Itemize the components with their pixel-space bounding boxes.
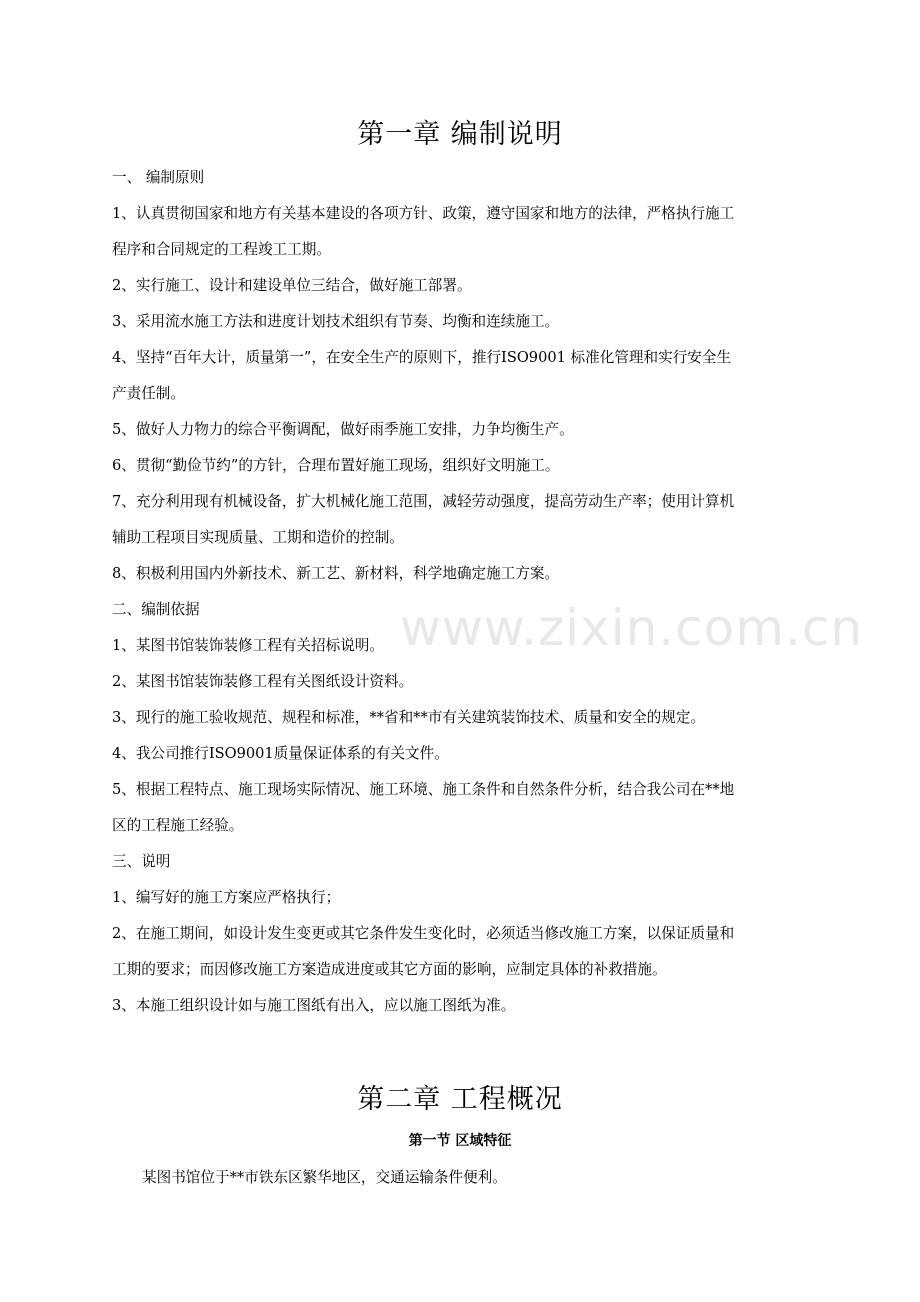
chapter-2-title: 第二章 工程概况	[357, 1084, 563, 1115]
body-line: 2、某图书馆装饰装修工程有关图纸设计资料。	[112, 673, 414, 690]
body-line: 1、编写好的施工方案应严格执行；	[112, 889, 341, 906]
body-line: 一、 编制原则	[112, 169, 205, 186]
body-line: 4、坚持“百年大计，质量第一”，在安全生产的原则下，推行ISO9001 标准化管理和实行安全生	[112, 349, 732, 366]
body-line: 程序和合同规定的工程竣工工期。	[112, 241, 331, 258]
chapter-1-body	[112, 160, 808, 1024]
body-line: 2、在施工期间，如设计发生变更或其它条件发生变化时，必须适当修改施工方案，以保证质量和	[112, 925, 735, 942]
body-line: 二、编制依据	[112, 601, 200, 618]
section-1-paragraph: 某图书馆位于**市铁东区繁华地区，交通运输条件便利。	[142, 1169, 507, 1186]
body-line: 5、根据工程特点、施工现场实际情况、施工环境、施工条件和自然条件分析，结合我公司在**地	[112, 781, 735, 798]
body-line: 5、做好人力物力的综合平衡调配，做好雨季施工安排，力争均衡生产。	[112, 421, 574, 438]
body-line: 4、我公司推行ISO9001质量保证体系的有关文件。	[112, 745, 449, 762]
body-line: 三、说明	[112, 853, 171, 870]
body-line: 3、本施工组织设计如与施工图纸有出入，应以施工图纸为准。	[112, 997, 516, 1014]
body-line: 区的工程施工经验。	[112, 817, 244, 834]
body-line: 工期的要求；而因修改施工方案造成进度或其它方面的影响，应制定具体的补救措施。	[112, 961, 667, 978]
body-line: 1、认真贯彻国家和地方有关基本建设的各项方针、政策，遵守国家和地方的法律，严格执行施工	[112, 205, 735, 222]
chapter-1-title: 第一章 编制说明	[357, 119, 563, 150]
section-1-heading: 第一节 区域特征	[408, 1133, 512, 1149]
body-line: 产责任制。	[112, 385, 185, 402]
body-line: 2、实行施工、设计和建设单位三结合，做好施工部署。	[112, 277, 472, 294]
body-line: 辅助工程项目实现质量、工期和造价的控制。	[112, 529, 404, 546]
body-line: 7、充分利用现有机械设备，扩大机械化施工范围，减轻劳动强度，提高劳动生产率；使用计算机	[112, 493, 735, 510]
body-line: 3、采用流水施工方法和进度计划技术组织有节奏、均衡和连续施工。	[112, 313, 560, 330]
body-line: 8、积极利用国内外新技术、新工艺、新材料，科学地确定施工方案。	[112, 565, 560, 582]
body-line: 6、贯彻“勤俭节约”的方针，合理布置好施工现场，组织好文明施工。	[112, 457, 560, 474]
body-line: 1、某图书馆装饰装修工程有关招标说明。	[112, 637, 384, 654]
watermark-text: www.zixin.com.cn	[400, 599, 864, 657]
body-line: 3、现行的施工验收规范、规程和标准，**省和**市有关建筑装饰技术、质量和安全的规定。	[112, 709, 706, 726]
